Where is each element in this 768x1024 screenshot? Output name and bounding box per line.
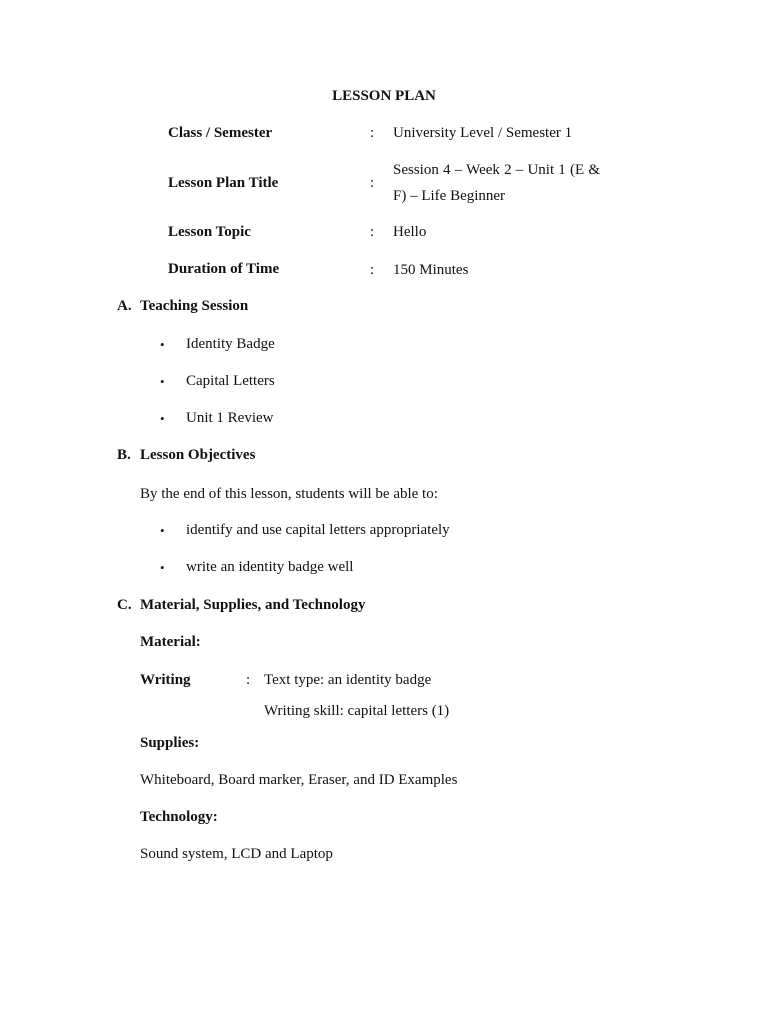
section-c-title: Material, Supplies, and Technology [140, 597, 366, 613]
teaching-item: Unit 1 Review [186, 410, 274, 426]
objective-item: write an identity badge well [186, 559, 354, 575]
teaching-item: Capital Letters [186, 373, 275, 389]
lesson-plan-title-value: Session 4 – Week 2 – Unit 1 (E & F) – Life Beginner [393, 162, 600, 204]
section-c-letter: C. [117, 597, 132, 613]
duration-label: Duration of Time [168, 261, 280, 277]
writing-skill: Writing skill: capital letters (1) [264, 703, 450, 719]
objective-item: identify and use capital letters appropriately [186, 522, 450, 538]
duration-colon: : [370, 262, 375, 278]
page-title: LESSON PLAN [332, 88, 436, 104]
section-b-letter: B. [117, 447, 131, 463]
duration-value: 150 Minutes [393, 262, 469, 278]
lesson-topic-value: Hello [393, 224, 427, 240]
section-a-title: Teaching Session [140, 298, 249, 314]
lesson-topic-label: Lesson Topic [168, 224, 251, 240]
class-semester-label: Class / Semester [168, 125, 273, 141]
lesson-plan-title-colon: : [370, 175, 375, 191]
supplies-heading: Supplies: [140, 735, 200, 751]
class-semester-value: University Level / Semester 1 [393, 125, 573, 141]
section-a-letter: A. [117, 298, 132, 314]
technology-heading: Technology: [140, 809, 218, 825]
lesson-plan-title-label: Lesson Plan Title [168, 175, 279, 191]
bullet-icon: • [160, 337, 165, 352]
writing-text-type: Text type: an identity badge [264, 672, 432, 688]
writing-colon: : [246, 672, 251, 688]
teaching-item: Identity Badge [186, 336, 275, 352]
writing-label: Writing [140, 672, 191, 688]
lesson-topic-colon: : [370, 224, 375, 240]
bullet-icon: • [160, 523, 165, 538]
bullet-icon: • [160, 374, 165, 389]
objectives-intro: By the end of this lesson, students will be able to: [140, 486, 438, 502]
supplies-text: Whiteboard, Board marker, Eraser, and ID Examples [140, 772, 458, 788]
bullet-icon: • [160, 411, 165, 426]
bullet-icon: • [160, 560, 165, 575]
technology-text: Sound system, LCD and Laptop [140, 846, 333, 862]
class-semester-colon: : [370, 125, 375, 141]
section-b-title: Lesson Objectives [140, 447, 256, 463]
material-heading: Material: [140, 634, 201, 650]
